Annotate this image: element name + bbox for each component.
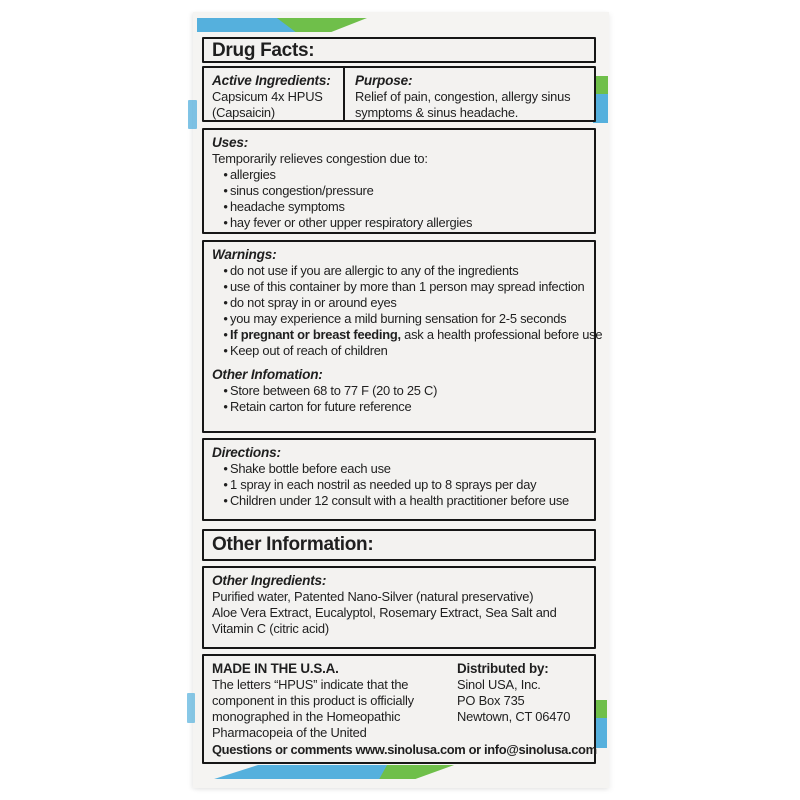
edge-tab-left-bottom	[187, 693, 195, 723]
questions-contact-line: Questions or comments www.sinolusa.com or info@sinolusa.com	[212, 742, 597, 757]
hpus-note-line: Pharmacopeia of the United	[212, 725, 367, 740]
uses-bullet-text: hay fever or other upper respiratory allergies	[230, 215, 473, 230]
uses-bullet-text: headache symptoms	[230, 199, 345, 214]
drug-facts-title: Drug Facts:	[212, 40, 315, 61]
directions-bullet	[212, 493, 586, 509]
bullet-icon: •	[223, 343, 228, 358]
uses-bullet	[212, 167, 586, 183]
purpose-line: Relief of pain, congestion, allergy sinus	[355, 89, 571, 104]
edge-tab-left-top	[188, 100, 197, 129]
purpose-column	[345, 68, 594, 120]
bullet-icon: •	[223, 383, 228, 398]
other-ingredients-line: Vitamin C (citric acid)	[212, 621, 329, 636]
other-ingredients-line: Purified water, Patented Nano-Silver (natural preservative)	[212, 589, 534, 604]
directions-bullet-text: 1 spray in each nostril as needed up to 8 sprays per day	[230, 477, 537, 492]
uses-bullet	[212, 183, 586, 199]
warning-bullet-text: you may experience a mild burning sensation for 2-5 seconds	[230, 311, 567, 326]
footer-columns	[212, 661, 586, 742]
distributed-by-title: Distributed by:	[457, 661, 549, 676]
warning-bullet	[212, 343, 586, 359]
uses-title: Uses:	[212, 135, 249, 150]
other-infomation-bullet-text: Store between 68 to 77 F (20 to 25 C)	[230, 383, 438, 398]
warning-bullet	[212, 279, 586, 295]
warning-bullet	[212, 295, 586, 311]
other-ingredients-box	[202, 566, 596, 649]
directions-bullet-text: Children under 12 consult with a health practitioner before use	[230, 493, 569, 508]
bullet-icon: •	[223, 199, 228, 214]
other-ingredients-line: Aloe Vera Extract, Eucalyptol, Rosemary Extract, Sea Salt and	[212, 605, 557, 620]
bullet-icon: •	[223, 327, 228, 342]
warning-bullet	[212, 263, 586, 279]
pregnancy-warning-bold: If pregnant or breast feeding,	[230, 327, 401, 342]
bullet-icon: •	[223, 263, 228, 278]
hpus-note-line: monographed in the Homeopathic	[212, 709, 401, 724]
warning-bullet	[212, 311, 586, 327]
directions-bullet	[212, 461, 586, 477]
uses-intro: Temporarily relieves congestion due to:	[212, 151, 428, 166]
warning-bullet-text	[230, 327, 602, 343]
bullet-icon: •	[223, 311, 228, 326]
uses-bullet	[212, 199, 586, 215]
purpose-title: Purpose:	[355, 73, 413, 88]
bullet-icon: •	[223, 167, 228, 182]
distributor-line: PO Box 735	[457, 693, 525, 708]
bullet-icon: •	[223, 215, 228, 230]
brand-stripe-top	[197, 18, 367, 32]
brand-stripe-bottom	[209, 765, 467, 779]
active-ingredients-title: Active Ingredients:	[212, 73, 331, 88]
directions-bullet-text: Shake bottle before each use	[230, 461, 391, 476]
directions-box	[202, 438, 596, 521]
warning-bullet-text: Keep out of reach of children	[230, 343, 388, 358]
pregnancy-warning-rest: ask a health professional before use	[400, 327, 603, 342]
active-ingredient-line: (Capsaicin)	[212, 105, 275, 120]
made-in-usa-title: MADE IN THE U.S.A.	[212, 661, 339, 676]
other-infomation-subtitle: Other Infomation:	[212, 367, 323, 382]
bullet-icon: •	[223, 477, 228, 492]
directions-title: Directions:	[212, 445, 281, 460]
bullet-icon: •	[223, 279, 228, 294]
bullet-icon: •	[223, 295, 228, 310]
other-information-title: Other Information:	[212, 534, 374, 555]
bullet-icon: •	[223, 461, 228, 476]
other-infomation-bullet-text: Retain carton for future reference	[230, 399, 412, 414]
warning-bullet-text: use of this container by more than 1 person may spread infection	[230, 279, 585, 294]
warning-bullet-text: do not use if you are allergic to any of the ingredients	[230, 263, 519, 278]
bullet-icon: •	[223, 183, 228, 198]
drug-facts-label-panel	[193, 12, 609, 788]
other-information-header-box	[202, 529, 596, 561]
distributor-line: Newtown, CT 06470	[457, 709, 571, 724]
hpus-note-line: component in this product is officially	[212, 693, 414, 708]
warning-bullet-pregnancy	[212, 327, 603, 343]
other-infomation-bullet	[212, 399, 586, 415]
distributor-line: Sinol USA, Inc.	[457, 677, 541, 692]
warnings-title: Warnings:	[212, 247, 277, 262]
uses-bullet-text: sinus congestion/pressure	[230, 183, 374, 198]
other-ingredients-title: Other Ingredients:	[212, 573, 327, 588]
distributed-by-column	[457, 661, 586, 742]
warnings-box	[202, 240, 603, 433]
uses-bullet	[212, 215, 586, 231]
footer-box	[202, 654, 596, 764]
active-ingredient-line: Capsicum 4x HPUS	[212, 89, 323, 104]
made-in-usa-column	[212, 661, 457, 742]
purpose-line: symptoms & sinus headache.	[355, 105, 519, 120]
other-infomation-bullet	[212, 383, 586, 399]
uses-box	[202, 128, 596, 234]
bullet-icon: •	[223, 399, 228, 414]
drug-facts-header-box	[202, 37, 596, 63]
warning-bullet-text: do not spray in or around eyes	[230, 295, 397, 310]
uses-bullet-text: allergies	[230, 167, 276, 182]
hpus-note-line: The letters “HPUS” indicate that the	[212, 677, 409, 692]
directions-bullet	[212, 477, 586, 493]
active-ingredients-column	[204, 68, 345, 120]
active-ingredients-purpose-box	[202, 66, 596, 122]
bullet-icon: •	[223, 493, 228, 508]
